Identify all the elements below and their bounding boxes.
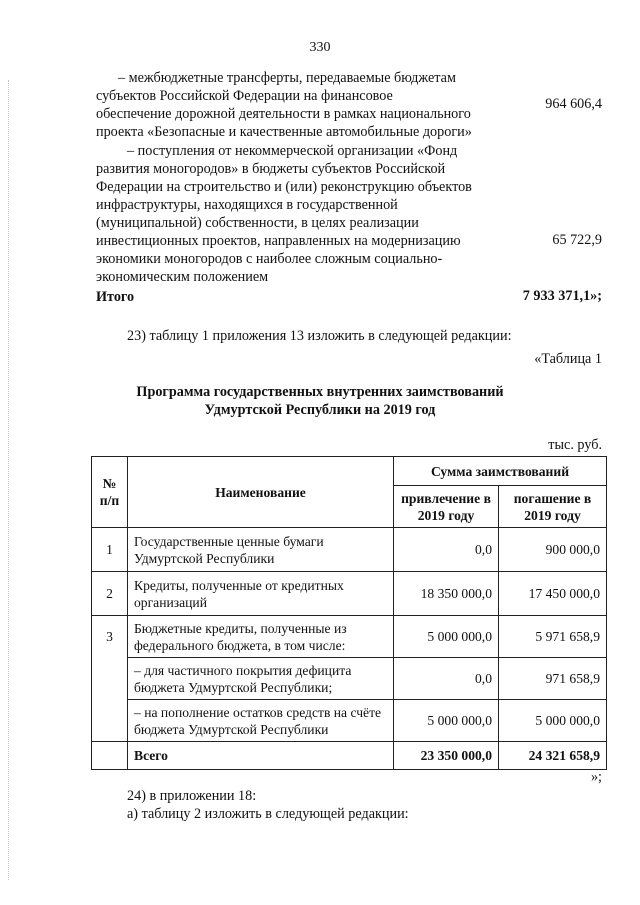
row-attract: 0,0 [394,528,499,572]
row-name: Государственные ценные бумаги Удмуртской Республики [128,528,394,572]
instruction-23: 23) таблицу 1 приложения 13 изложить в следующей редакции: [127,328,512,344]
page-margin-guide [8,80,10,880]
item2-amount: 65 722,9 [552,232,602,248]
row-repay: 971 658,9 [499,658,607,700]
table-row [92,616,607,658]
row-name: Бюджетные кредиты, полученные из федерального бюджета, в том числе: [128,616,394,658]
instruction-24: 24) в приложении 18: [127,788,257,804]
item1-line-2: субъектов Российской Федерации на финансовое [96,88,393,104]
row-attract: 5 000 000,0 [394,616,499,658]
total-row-repay: 24 321 658,9 [499,742,607,770]
row-name: Кредиты, полученные от кредитных организаций [128,572,394,616]
row-repay: 5 000 000,0 [499,700,607,742]
table-title-line-1: Программа государственных внутренних заимствований [136,384,504,400]
header-name: Наименование [128,457,394,528]
borrowings-table [91,456,607,770]
item2-line-8: экономическим положением [96,269,269,285]
row-repay: 17 450 000,0 [499,572,607,616]
units-label: тыс. руб. [548,437,602,453]
total-label: Итого [96,289,135,305]
row-attract: 5 000 000,0 [394,700,499,742]
item1-amount: 964 606,4 [545,96,602,112]
row-name: – для частичного покрытия дефицита бюджета Удмуртской Республики; [128,658,394,700]
total-amount: 7 933 371,1»; [522,288,602,304]
table-close: »; [590,769,602,785]
row-repay: 900 000,0 [499,528,607,572]
total-row-label: Всего [128,742,394,770]
item2-line-1: – поступления от некоммерческой организации «Фонд [127,143,458,159]
total-row-attract: 23 350 000,0 [394,742,499,770]
row-repay: 5 971 658,9 [499,616,607,658]
header-num: № п/п [92,457,128,528]
item1-line-3: обеспечение дорожной деятельности в рамках национального [96,106,471,122]
item2-line-7: экономики моногородов с наиболее сложным социально- [96,251,443,267]
item2-line-2: развития моногородов» в бюджеты субъектов Российской [96,161,446,177]
row-num: 1 [92,528,128,572]
table-title-line-2: Удмуртской Республики на 2019 год [204,402,436,418]
row-attract: 18 350 000,0 [394,572,499,616]
instruction-24a: а) таблицу 2 изложить в следующей редакции: [127,806,409,822]
row-num: 3 [92,616,128,742]
item1-line-1: – межбюджетные трансферты, передаваемые бюджетам [118,70,456,86]
table-total-row [92,742,607,770]
total-num-cell [92,742,128,770]
row-num: 2 [92,572,128,616]
table-row [92,572,607,616]
table-caption: «Таблица 1 [534,351,602,367]
item2-line-6: инвестиционных проектов, направленных на модернизацию [96,233,461,249]
header-attract: привлечение в 2019 году [394,486,499,528]
item2-line-3: Федерации на строительство и (или) реконструкцию объектов [96,179,472,195]
row-name: – на пополнение остатков средств на счёте бюджета Удмуртской Республики [128,700,394,742]
item1-line-4: проекта «Безопасные и качественные автомобильные дороги» [96,124,472,140]
item2-line-5: (муниципальной) собственности, в целях реализации [96,215,419,231]
table-row [92,700,607,742]
table-row [92,658,607,700]
header-sum: Сумма заимствований [394,457,607,486]
item2-line-4: инфраструктуры, находящихся в государственной [96,197,398,213]
page-number: 330 [309,40,331,55]
table-row [92,528,607,572]
row-attract: 0,0 [394,658,499,700]
header-repay: погашение в 2019 году [499,486,607,528]
